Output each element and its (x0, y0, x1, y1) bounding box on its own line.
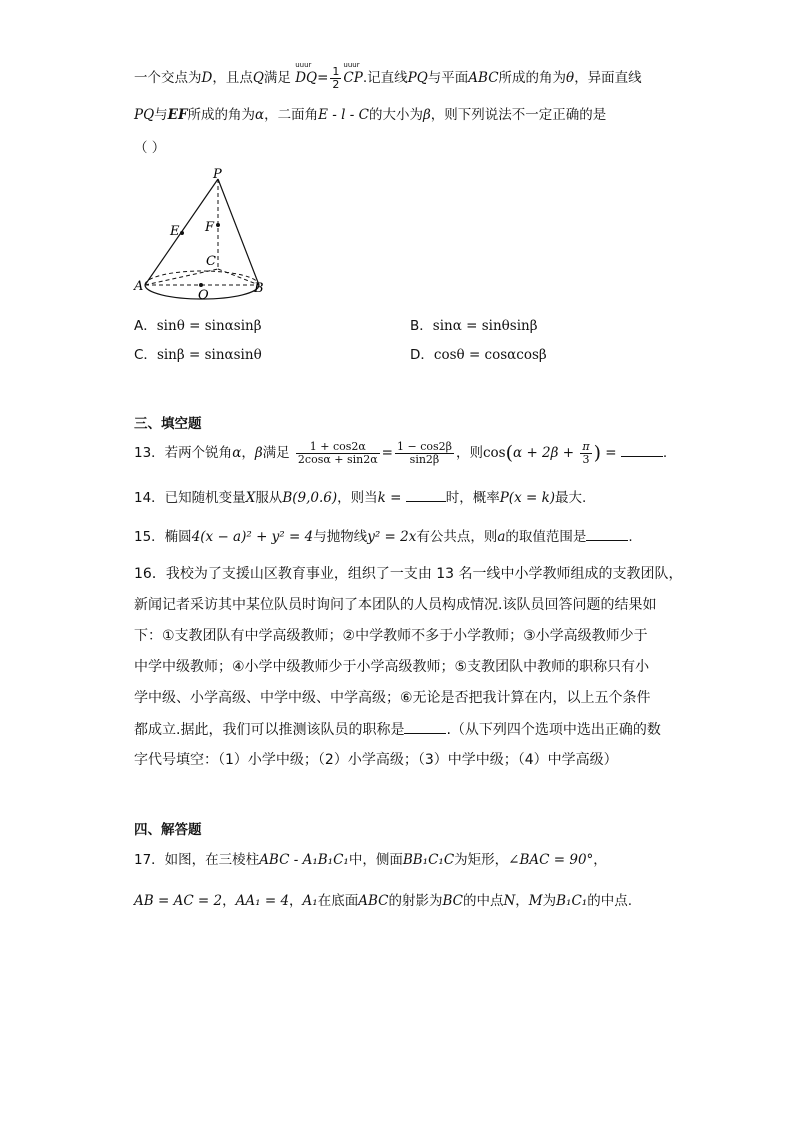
text: ， (515, 893, 529, 909)
label-a: A (134, 279, 144, 294)
var-b1c1: B₁C₁ (556, 893, 588, 909)
den: 2cosα + sin2α (297, 452, 378, 466)
q12-line1 (134, 61, 642, 91)
option-text: cosθ = cosαcosβ (433, 347, 547, 363)
vector-mark: uuur (343, 61, 360, 70)
fraction-1 (296, 441, 380, 465)
text: ， (593, 852, 607, 868)
q16-line1: 16．我校为了支援山区教育事业，组织了一支由 13 名一线中小学教师组成的支教团队， (134, 566, 683, 582)
q16-line5: 学中级、小学高级、中学中级、中学高级；⑥无论是否把我计算在内，以上五个条件 (134, 690, 651, 706)
label-o: O (198, 288, 209, 303)
text: ， (289, 893, 303, 909)
text: ， (222, 893, 236, 909)
probability: P(x = k) (499, 490, 556, 506)
section-fill-in: 三、填空题 (134, 416, 202, 432)
text: 的中点 (462, 893, 504, 909)
q16-line4: 中学中级教师；④小学中级教师少于小学高级教师；⑤支教团队中教师的职称只有小 (134, 659, 650, 675)
text: 17．如图，在三棱柱 (134, 852, 260, 868)
text: 为矩形， (454, 852, 509, 868)
text: ，异面直线 (574, 70, 642, 87)
text: 所成的角为 (187, 107, 256, 123)
label-c: C (206, 254, 216, 269)
paren-open: ( (505, 442, 514, 465)
num: 1 + cos2α (296, 441, 380, 454)
ellipse-eq: 4(x − a)² + y² = 4 (191, 529, 314, 545)
num: π (582, 440, 590, 453)
option-c (134, 347, 262, 363)
var-beta: β (422, 107, 431, 123)
text: 的取值范围是 (505, 529, 587, 545)
point-f (216, 223, 220, 227)
var-bc: BC (442, 893, 463, 909)
var-x: X (245, 490, 256, 506)
q16-line6 (134, 721, 661, 739)
text: ，则当 (337, 490, 378, 506)
den: 3 (582, 452, 590, 466)
text: 最大. (555, 490, 587, 506)
var-n: N (503, 893, 516, 909)
point-e (180, 231, 184, 235)
expr: AA₁ = 4 (235, 893, 290, 909)
var-beta: β (254, 445, 263, 462)
var-theta: θ (566, 70, 575, 87)
option-text: sinθ = sinαsinβ (156, 318, 262, 334)
var-d: D (201, 70, 213, 87)
vector-mark: uuur (295, 61, 312, 70)
option-text: sinβ = sinαsinθ (156, 347, 262, 363)
text: .（从下列四个选项中选出正确的数 (446, 722, 661, 738)
text: 一个交点为 (134, 70, 202, 87)
text: 与 (154, 107, 168, 123)
eq: = (601, 445, 621, 462)
cone-figure (128, 165, 278, 305)
base-back-arc (145, 271, 259, 285)
eq: = (381, 445, 393, 462)
text: ， (241, 445, 255, 462)
text: 的大小为 (368, 107, 423, 123)
text: ，且点 (212, 70, 253, 87)
expr: AB = AC = 2 (134, 893, 223, 909)
label-f: F (205, 220, 215, 235)
cos: cos (482, 445, 506, 462)
text: 与平面 (427, 70, 469, 87)
text: 时，概率 (445, 490, 500, 506)
fraction-2 (395, 441, 454, 465)
text: .记直线 (362, 70, 408, 87)
var-q: Q (252, 70, 264, 87)
text: 有公共点，则 (416, 529, 498, 545)
var-dihedral: E - l - C (318, 107, 369, 123)
label-b: B (254, 281, 264, 296)
den: sin2β (409, 452, 440, 466)
var-pq: PQ (407, 70, 428, 87)
option-text: sinα = sinθsinβ (432, 318, 538, 334)
expr: α + 2β + (513, 445, 579, 462)
vec-cp-text: CP (343, 70, 363, 87)
eq: = (385, 490, 406, 506)
var-ef: EF (167, 107, 188, 123)
vector-cp (343, 61, 363, 87)
num: 1 (332, 65, 340, 78)
text: 的中点. (587, 893, 632, 909)
var-a1: A₁ (302, 893, 318, 909)
paren-close: ) (593, 442, 601, 465)
var-a: a (497, 529, 506, 545)
var-abc: ABC (468, 70, 499, 87)
q16-line7: 字代号填空：（1）小学中级；（2）小学高级；（3）中学中级；（4）中学高级） (134, 752, 618, 768)
var-m: M (528, 893, 543, 909)
text: 满足 (262, 445, 290, 462)
section-solve: 四、解答题 (134, 822, 202, 838)
fraction-pi-3 (580, 441, 591, 465)
q15 (134, 528, 633, 545)
edge-cb (218, 269, 259, 285)
face: BB₁C₁C (402, 852, 455, 868)
label-p: P (213, 167, 222, 182)
option-a (134, 318, 262, 334)
var-pq: PQ (134, 107, 155, 123)
point-o (199, 283, 203, 287)
text: 在底面 (317, 893, 359, 909)
var-abc: ABC (358, 893, 389, 909)
option-label: C． (134, 347, 157, 363)
option-label: D． (410, 347, 434, 363)
q12-line2 (134, 107, 606, 123)
num: 1 − cos2β (396, 440, 452, 453)
text: 14．已知随机变量 (134, 490, 246, 506)
text: 为 (542, 893, 557, 909)
text: 服从 (255, 490, 283, 506)
text: 13．若两个锐角 (134, 445, 233, 462)
answer-blank[interactable] (621, 444, 663, 457)
text: . (628, 529, 633, 545)
text: ，二面角 (264, 107, 319, 123)
option-label: B． (410, 318, 433, 334)
q12-answer-paren: （ ） (134, 140, 166, 156)
option-d (410, 347, 547, 363)
var-alpha: α (255, 107, 265, 123)
text: . (662, 445, 668, 462)
answer-blank[interactable] (404, 721, 446, 734)
label-e: E (170, 224, 180, 239)
text: 的射影为 (388, 893, 443, 909)
text: ，则 (455, 445, 483, 462)
option-b (410, 318, 538, 334)
text: ，则下列说法不一定正确的是 (430, 107, 607, 123)
q16-line2: 新闻记者采访其中某位队员时询问了本团队的人员构成情况.该队员回答问题的结果如 (134, 597, 657, 613)
den: 2 (332, 77, 340, 91)
text: 中，侧面 (348, 852, 403, 868)
prism: ABC - A₁B₁C₁ (259, 852, 349, 868)
q16-line3: 下：①支教团队有中学高级教师；②中学教师不多于小学教师；③小学高级教师少于 (134, 628, 648, 644)
q17-line1 (134, 852, 607, 868)
fraction-half (330, 66, 341, 90)
option-label: A． (134, 318, 157, 334)
angle: ∠BAC = 90° (508, 852, 594, 868)
var-alpha: α (232, 445, 242, 462)
edge-pb (218, 179, 259, 285)
text: 满足 (263, 70, 291, 87)
vector-dq (295, 61, 318, 87)
eq: = (317, 70, 329, 87)
text: 与抛物线 (313, 529, 368, 545)
q17-line2 (134, 893, 632, 909)
answer-blank[interactable] (586, 528, 628, 541)
text: 都成立.据此，我们可以推测该队员的职称是 (134, 722, 405, 738)
var-k: k (377, 490, 386, 506)
vec-dq-text: DQ (295, 70, 318, 87)
q13 (134, 441, 667, 465)
answer-blank[interactable] (406, 489, 446, 502)
q14 (134, 489, 586, 506)
parabola-eq: y² = 2x (367, 529, 417, 545)
distribution: B(9,0.6) (282, 490, 338, 506)
text: 所成的角为 (498, 70, 567, 87)
text: 15．椭圆 (134, 529, 192, 545)
